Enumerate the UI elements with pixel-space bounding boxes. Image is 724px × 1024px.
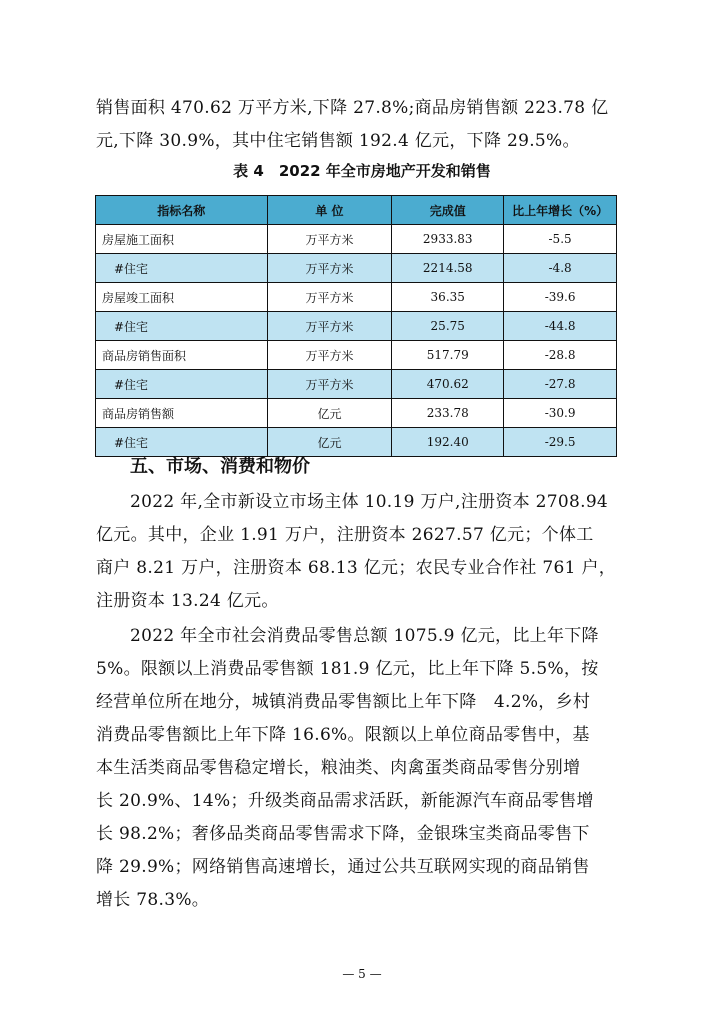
cell-indicator: 商品房销售面积 — [96, 341, 268, 370]
text-line: 经营单位所在地分，城镇消费品零售额比上年下降 4.2%，乡村 — [96, 692, 591, 712]
table-row — [96, 225, 617, 254]
cell-growth: -30.9 — [504, 399, 617, 428]
cell-value: 192.40 — [392, 428, 504, 457]
cell-indicator: #住宅 — [96, 428, 268, 457]
cell-growth: -44.8 — [504, 312, 617, 341]
consumption-paragraph — [96, 620, 636, 917]
cell-indicator: #住宅 — [96, 312, 268, 341]
cell-indicator: #住宅 — [96, 370, 268, 399]
text-line: 降 29.9%；网络销售高速增长，通过公共互联网实现的商品销售 — [96, 857, 590, 877]
cell-indicator: 房屋竣工面积 — [96, 283, 268, 312]
table-row — [96, 399, 617, 428]
cell-unit: 万平方米 — [267, 370, 392, 399]
cell-unit: 万平方米 — [267, 341, 392, 370]
text-line: 元,下降 30.9%，其中住宅销售额 192.4 亿元，下降 29.5%。 — [96, 131, 580, 151]
cell-value: 25.75 — [392, 312, 504, 341]
section-heading: 五、市场、消费和物价 — [130, 456, 310, 477]
table-row — [96, 254, 617, 283]
cell-value: 517.79 — [392, 341, 504, 370]
table-row — [96, 341, 617, 370]
cell-value: 470.62 — [392, 370, 504, 399]
cell-value: 233.78 — [392, 399, 504, 428]
cell-value: 2214.58 — [392, 254, 504, 283]
text-line: 5%。限额以上消费品零售额 181.9 亿元，比上年下降 5.5%，按 — [96, 659, 599, 679]
cell-growth: -39.6 — [504, 283, 617, 312]
cell-growth: -5.5 — [504, 225, 617, 254]
cell-indicator: 房屋施工面积 — [96, 225, 268, 254]
text-line: 增长 78.3%。 — [96, 890, 210, 910]
text-line: 长 98.2%；奢侈品类商品零售需求下降，金银珠宝类商品零售下 — [96, 824, 590, 844]
text-line: 消费品零售额比上年下降 16.6%。限额以上单位商品零售中，基 — [96, 725, 590, 745]
header-unit: 单 位 — [267, 196, 392, 225]
table-row — [96, 283, 617, 312]
text-line: 注册资本 13.24 亿元。 — [96, 591, 279, 611]
table-caption: 表 4 2022 年全市房地产开发和销售 — [233, 162, 491, 180]
cell-unit: 万平方米 — [267, 312, 392, 341]
cell-growth: -27.8 — [504, 370, 617, 399]
cell-indicator: 商品房销售额 — [96, 399, 268, 428]
text-line: 长 20.9%、14%；升级类商品需求活跃，新能源汽车商品零售增 — [96, 791, 594, 811]
real-estate-table — [95, 195, 617, 457]
intro-paragraph — [96, 92, 636, 158]
cell-unit: 万平方米 — [267, 225, 392, 254]
header-indicator: 指标名称 — [96, 196, 268, 225]
text-line: 商户 8.21 万户，注册资本 68.13 亿元；农民专业合作社 761 户， — [96, 558, 617, 578]
header-value: 完成值 — [392, 196, 504, 225]
cell-value: 2933.83 — [392, 225, 504, 254]
market-paragraph — [96, 486, 636, 618]
cell-unit: 亿元 — [267, 428, 392, 457]
cell-growth: -4.8 — [504, 254, 617, 283]
cell-growth: -29.5 — [504, 428, 617, 457]
table-row — [96, 370, 617, 399]
text-line: 2022 年,全市新设立市场主体 10.19 万户,注册资本 2708.94 — [130, 492, 609, 512]
text-line: 2022 年全市社会消费品零售总额 1075.9 亿元，比上年下降 — [130, 626, 599, 646]
cell-unit: 亿元 — [267, 399, 392, 428]
text-line: 销售面积 470.62 万平方米,下降 27.8%;商品房销售额 223.78 亿 — [96, 98, 609, 118]
cell-indicator: #住宅 — [96, 254, 268, 283]
cell-unit: 万平方米 — [267, 283, 392, 312]
cell-unit: 万平方米 — [267, 254, 392, 283]
cell-growth: -28.8 — [504, 341, 617, 370]
header-growth: 比上年增长（%） — [504, 196, 617, 225]
page-number: — 5 — — [342, 967, 382, 981]
table-row — [96, 312, 617, 341]
text-line: 本生活类商品零售稳定增长，粮油类、肉禽蛋类商品零售分别增 — [96, 758, 581, 778]
cell-value: 36.35 — [392, 283, 504, 312]
table-header-row — [96, 196, 617, 225]
text-line: 亿元。其中，企业 1.91 万户，注册资本 2627.57 亿元；个体工 — [96, 525, 594, 545]
